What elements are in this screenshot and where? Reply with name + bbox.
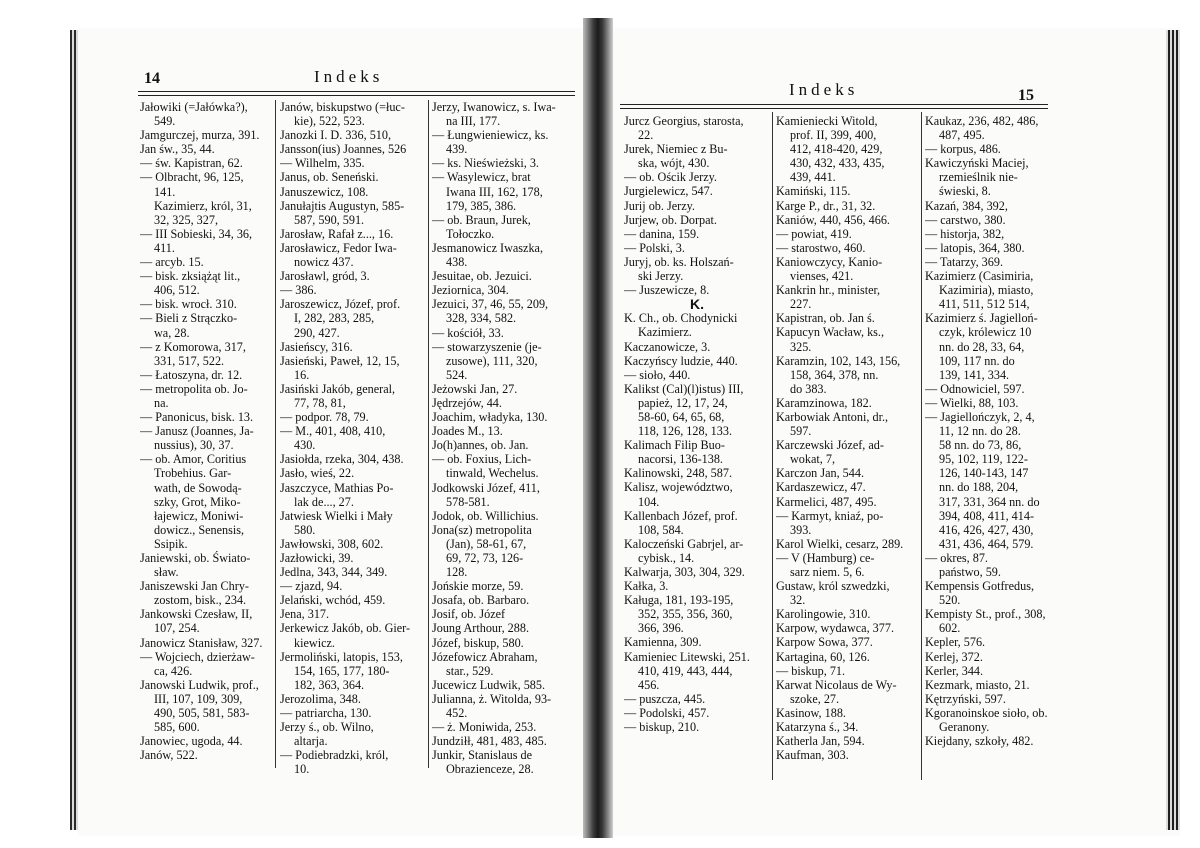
- index-entry-line: — ob. Amor, Coritius: [140, 452, 247, 467]
- index-entry-line: Joachim, władyka, 130.: [432, 410, 548, 425]
- index-entry-line: 410, 419, 443, 444,: [638, 663, 733, 678]
- index-entry-line: nowicz 437.: [294, 255, 354, 270]
- index-entry-line: — danina, 159.: [624, 226, 700, 241]
- index-entry-line: Kardaszewicz, 47.: [776, 480, 866, 495]
- index-entry-line: Kartagina, 60, 126.: [776, 649, 870, 664]
- index-entry-line: Kezmark, miasto, 21.: [925, 677, 1030, 692]
- index-entry-line: Joades M., 13.: [432, 424, 503, 439]
- index-entry-line: Jucewicz Ludwik, 585.: [432, 677, 546, 692]
- index-entry-line: 331, 517, 522.: [154, 353, 225, 368]
- index-entry-line: Iwana III, 162, 178,: [446, 184, 543, 199]
- index-entry-line: Karpow, wydawca, 377.: [776, 621, 895, 636]
- index-entry-line: Jermoliński, latopis, 153,: [280, 649, 403, 664]
- index-entry-line: — III Sobieski, 34, 36,: [140, 226, 253, 241]
- index-entry-line: Kapucyn Wacław, ks.,: [776, 325, 884, 340]
- index-entry-line: Jurek, Niemiec z Bu-: [624, 142, 728, 157]
- index-entry-line: Jona(sz) metropolita: [432, 522, 532, 537]
- index-entry-line: — patriarcha, 130.: [280, 706, 372, 721]
- index-entry-line: Jansson(ius) Joannes, 526: [280, 142, 407, 157]
- index-entry-line: — ob. Foxius, Lich-: [432, 452, 532, 467]
- index-entry-line: — z Komorowa, 317,: [140, 339, 246, 354]
- index-entry-line: Karpow Sowa, 377.: [776, 635, 873, 650]
- index-entry-line: wath, de Sowodą-: [154, 480, 242, 495]
- left-index-column-3: [432, 100, 572, 777]
- index-entry-line: Karczewski Józef, ad-: [776, 438, 884, 453]
- left-header-rule: [138, 91, 575, 96]
- index-entry-line: Jaroszewicz, Józef, prof.: [280, 297, 401, 312]
- index-entry-line: Jelański, wchód, 459.: [280, 593, 386, 608]
- index-entry-line: Jankowski Czesław, II,: [140, 607, 253, 622]
- index-entry-line: — carstwo, 380.: [925, 212, 1006, 227]
- index-entry-line: 328, 334, 582.: [446, 311, 517, 326]
- right-column-divider-1: [772, 112, 773, 780]
- left-index-column-1: [140, 100, 272, 762]
- index-entry-line: — starostwo, 460.: [776, 240, 866, 255]
- index-entry-line: 58-60, 64, 65, 68,: [638, 409, 725, 424]
- index-entry-line: — Juszewicze, 8.: [624, 283, 710, 298]
- index-entry-line: 109, 117 nn. do: [939, 353, 1015, 368]
- index-entry-line: 412, 418-420, 429,: [790, 142, 883, 157]
- index-entry-line: Kaloczeński Gabrjel, ar-: [624, 536, 744, 551]
- index-entry-line: Józefowicz Abraham,: [432, 649, 538, 664]
- index-entry-line: Kalinowski, 248, 587.: [624, 466, 732, 481]
- index-entry-line: — Podolski, 457.: [624, 705, 710, 720]
- index-entry-line: szoke, 27.: [790, 691, 840, 706]
- index-entry-line: 439.: [446, 142, 468, 157]
- index-entry-line: Kaługa, 181, 193-195,: [624, 593, 734, 608]
- index-entry-line: Kaukaz, 236, 482, 486,: [925, 114, 1039, 128]
- index-entry-line: 10.: [294, 762, 310, 777]
- index-entry-line: Janozki I. D. 336, 510,: [280, 128, 392, 143]
- index-entry-line: Karol Wielki, cesarz, 289.: [776, 536, 904, 551]
- index-entry-line: — Łatoszyna, dr. 12.: [140, 367, 243, 382]
- index-entry-line: Kawiczyński Maciej,: [925, 156, 1029, 171]
- index-entry-line: Karmelici, 487, 495.: [776, 494, 877, 509]
- index-entry-line: Kapistran, ob. Jan ś.: [776, 311, 875, 326]
- index-entry-line: — Łungwieniewicz, ks.: [432, 128, 549, 143]
- index-entry-line: — M., 401, 408, 410,: [280, 424, 386, 439]
- index-entry-line: — puszcza, 445.: [624, 691, 706, 706]
- index-entry-line: Jerozolima, 348.: [280, 691, 361, 706]
- index-entry-line: 126, 140-143, 147: [939, 466, 1029, 481]
- index-entry-line: Janułajtis Augustyn, 585-: [280, 198, 405, 213]
- right-index-column-2: [776, 114, 919, 762]
- index-entry-line: 16.: [294, 367, 310, 382]
- index-entry-line: tinwald, Wechelus.: [446, 466, 539, 481]
- index-entry-line: — stowarzyszenie (je-: [432, 339, 542, 354]
- index-entry-line: Jerzy, Iwanowicz, s. Iwa-: [432, 100, 556, 114]
- index-entry-line: Jazłowicki, 39.: [280, 551, 354, 565]
- index-entry-line: Kazimierz.: [638, 325, 692, 340]
- index-entry-line: Geranony.: [939, 720, 990, 735]
- index-entry-line: lak de..., 27.: [294, 494, 354, 509]
- index-entry-line: Gustaw, król szwedzki,: [776, 579, 890, 594]
- index-entry-line: — Podiebradzki, król,: [280, 748, 389, 763]
- index-entry-line: Karczon Jan, 544.: [776, 466, 864, 481]
- right-header-rule: [620, 104, 1048, 109]
- index-entry-line: Kamienna, 309.: [624, 635, 702, 650]
- index-entry-line: — Karmyt, kniaź, po-: [776, 508, 884, 523]
- index-entry-line: — metropolita ob. Jo-: [140, 381, 248, 396]
- index-entry-line: altarja.: [294, 734, 328, 749]
- index-entry-line: — latopis, 364, 380.: [925, 240, 1025, 255]
- index-entry-line: 430.: [294, 438, 316, 453]
- index-entry-line: (Jan), 58-61, 67,: [446, 536, 527, 551]
- index-entry-line: 118, 126, 128, 133.: [638, 424, 733, 439]
- index-entry-line: 431, 436, 464, 579.: [939, 536, 1034, 551]
- index-entry-line: — bisk. wrocł. 310.: [140, 297, 237, 312]
- index-entry-line: 317, 331, 364 nn. do: [939, 494, 1040, 509]
- index-entry-line: 452.: [446, 706, 468, 721]
- index-entry-line: Jatwiesk Wielki i Mały: [280, 508, 393, 523]
- index-entry-line: prof. II, 399, 400,: [790, 128, 877, 143]
- index-entry-line: sław.: [154, 565, 179, 580]
- index-entry-line: Jawłowski, 308, 602.: [280, 536, 384, 551]
- index-entry-line: — Olbracht, 96, 125,: [140, 170, 244, 185]
- index-entry-line: Janowicz Stanisław, 327.: [140, 635, 263, 650]
- index-entry-line: 154, 165, 177, 180-: [294, 663, 390, 678]
- index-entry-line: 430, 432, 433, 435,: [790, 156, 885, 171]
- index-entry-line: nn. do 28, 33, 64,: [939, 339, 1025, 354]
- index-entry-line: 104.: [638, 494, 660, 509]
- index-entry-line: Jeżowski Jan, 27.: [432, 381, 518, 396]
- index-entry-line: papież, 12, 17, 24,: [638, 395, 728, 410]
- index-entry-line: Jamgurczej, murza, 391.: [140, 128, 260, 143]
- index-entry-line: 602.: [939, 621, 961, 636]
- index-entry-line: — zjazd, 94.: [280, 579, 343, 594]
- index-entry-line: — Wojciech, dzierżaw-: [140, 649, 255, 664]
- index-entry-line: star., 529.: [446, 663, 494, 678]
- index-entry-line: rzemieślnik nie-: [939, 170, 1018, 185]
- index-entry-line: 325.: [790, 339, 812, 354]
- index-entry-line: Jezuici, 37, 46, 55, 209,: [432, 297, 549, 312]
- index-entry-line: Karge P., dr., 31, 32.: [776, 198, 876, 213]
- index-entry-line: Junkir, Stanislaus de: [432, 748, 533, 763]
- index-entry-line: — Jagiellończyk, 2, 4,: [925, 409, 1035, 424]
- index-entry-line: kiewicz.: [294, 635, 335, 650]
- index-entry-line: łajewicz, Moniwi-: [154, 508, 244, 523]
- index-entry-line: 411.: [154, 240, 175, 255]
- index-entry-line: — bisk. zksiążąt lit.,: [140, 269, 241, 284]
- index-entry-line: Jerkewicz Jakób, ob. Gier-: [280, 621, 411, 636]
- index-entry-line: Kempisty St., prof., 308,: [925, 607, 1046, 622]
- index-entry-line: na.: [154, 395, 169, 410]
- index-entry-line: Kazimierz (Casimiria,: [925, 269, 1034, 284]
- index-entry-line: Jodok, ob. Willichius.: [432, 508, 539, 523]
- index-entry-line: ska, wójt, 430.: [638, 156, 710, 171]
- index-entry-line: — ob. Braun, Jurek,: [432, 212, 531, 227]
- index-entry-line: — okres, 87.: [925, 550, 988, 565]
- index-entry-line: — Panonicus, bisk. 13.: [140, 410, 254, 425]
- index-entry-line: dowicz., Senensis,: [154, 522, 245, 537]
- index-entry-line: — ż. Moniwida, 253.: [432, 720, 537, 735]
- index-entry-line: — Odnowiciel, 597.: [925, 381, 1025, 396]
- index-entry-line: — sioło, 440.: [624, 367, 691, 382]
- index-entry-line: 524.: [446, 367, 468, 382]
- index-entry-line: zostom, bisk., 234.: [154, 593, 247, 608]
- index-entry-line: III, 107, 109, 309,: [154, 691, 243, 706]
- right-page-edge: [1166, 30, 1180, 830]
- index-entry-line: Jasieńscy, 316.: [280, 339, 353, 354]
- index-entry-line: szky, Grot, Miko-: [154, 494, 241, 509]
- index-entry-line: Jarosław, Rafał z..., 16.: [280, 226, 394, 241]
- index-entry-line: Jeziornica, 304.: [432, 283, 509, 298]
- index-entry-line: Jarosławicz, Fedor Iwa-: [280, 240, 397, 255]
- index-entry-line: Kiejdany, szkoły, 482.: [925, 734, 1034, 749]
- index-entry-line: Janus, ob. Seneński.: [280, 170, 379, 185]
- index-entry-line: państwo, 59.: [939, 565, 1001, 579]
- index-entry-line: Katarzyna ś., 34.: [776, 720, 859, 735]
- index-entry-line: Jan św., 35, 44.: [140, 142, 215, 157]
- index-entry-line: Ssipik.: [154, 536, 188, 551]
- index-entry-line: — biskup, 71.: [776, 663, 846, 678]
- index-entry-line: Kaniowczycy, Kanio-: [776, 254, 883, 269]
- index-entry-line: Jońskie morze, 59.: [432, 579, 524, 594]
- index-entry-line: 69, 72, 73, 126-: [446, 551, 524, 565]
- index-entry-line: Janowiec, ugoda, 44.: [140, 734, 243, 749]
- index-entry-line: 32.: [790, 593, 806, 608]
- index-entry-line: Kaufman, 303.: [776, 748, 849, 763]
- index-entry-line: Janiszewski Jan Chry-: [140, 579, 249, 594]
- index-entry-line: Jaszczyce, Mathias Po-: [280, 480, 394, 495]
- index-entry-line: 439, 441.: [790, 170, 836, 185]
- index-entry-line: 128.: [446, 565, 468, 580]
- index-entry-line: Jedlna, 343, 344, 349.: [280, 565, 388, 580]
- index-entry-line: Kerler, 344.: [925, 663, 984, 678]
- index-entry-line: Karamzin, 102, 143, 156,: [776, 353, 901, 368]
- index-entry-line: Jerzy ś., ob. Wilno,: [280, 720, 374, 735]
- index-entry-line: Jena, 317.: [280, 607, 330, 622]
- index-entry-line: — ks. Nieświeżski, 3.: [432, 156, 539, 171]
- index-entry-line: Jodkowski Józef, 411,: [432, 480, 540, 495]
- index-entry-line: Jundziłł, 481, 483, 485.: [432, 734, 547, 749]
- index-entry-line: 580.: [294, 522, 316, 537]
- index-entry-line: 520.: [939, 593, 961, 608]
- index-entry-line: 587, 590, 591.: [294, 212, 365, 227]
- index-entry-line: Julianna, ż. Witolda, 93-: [432, 691, 552, 706]
- index-entry-line: Jarosławl, gród, 3.: [280, 269, 370, 284]
- index-entry-line: 32, 325, 327,: [154, 212, 218, 227]
- index-entry-line: 11, 12 nn. do 28.: [939, 424, 1021, 439]
- index-entry-line: Kalikst (Cal)(l)istus) III,: [624, 381, 744, 396]
- index-entry-line: — Wasylewicz, brat: [432, 170, 531, 185]
- index-entry-line: świeski, 8.: [939, 184, 991, 199]
- index-entry-line: Jurjew, ob. Dorpat.: [624, 212, 717, 227]
- index-entry-line: — Janusz (Joannes, Ja-: [140, 424, 254, 439]
- index-entry-line: 366, 396.: [638, 621, 684, 636]
- index-entry-line: — powiat, 419.: [776, 226, 852, 241]
- index-entry-line: 141.: [154, 184, 176, 199]
- index-entry-line: — Bieli z Strączko-: [140, 311, 238, 326]
- index-entry-line: czyk, królewicz 10: [939, 325, 1032, 340]
- index-entry-line: Janów, 522.: [140, 748, 198, 763]
- index-entry-line: Jurgielewicz, 547.: [624, 184, 713, 199]
- index-entry-line: vienses, 421.: [790, 269, 854, 284]
- index-entry-line: 108, 584.: [638, 522, 684, 537]
- index-entry-line: — kościół, 33.: [432, 325, 504, 340]
- left-column-divider-1: [275, 100, 276, 768]
- index-entry-line: Karamzinowa, 182.: [776, 395, 872, 410]
- index-entry-line: Josafa, ob. Barbaro.: [432, 593, 530, 608]
- index-entry-line: Kałka, 3.: [624, 579, 669, 594]
- index-entry-line: Janiewski, ob. Świato-: [140, 551, 251, 565]
- index-entry-line: Kętrzyński, 597.: [925, 691, 1006, 706]
- index-entry-line: Kamiński, 115.: [776, 184, 851, 199]
- left-index-column-2: [280, 100, 426, 777]
- index-entry-line: zusowe), 111, 320,: [446, 353, 538, 368]
- index-entry-line: cybisk., 14.: [638, 550, 695, 565]
- index-entry-line: Jałowiki (=Jałówka?),: [140, 100, 248, 114]
- index-entry-line: 107, 254.: [154, 621, 200, 636]
- index-entry-line: Joung Arthour, 288.: [432, 621, 530, 636]
- index-entry-line: nussius), 30, 37.: [154, 438, 234, 453]
- index-entry-line: — Polski, 3.: [624, 240, 685, 255]
- index-entry-line: Józef, biskup, 580.: [432, 635, 524, 650]
- index-entry-line: Kaczyńscy ludzie, 440.: [624, 353, 738, 368]
- index-entry-line: Karolingowie, 310.: [776, 607, 871, 622]
- index-entry-line: 578-581.: [446, 494, 490, 509]
- index-entry-line: — Wilhelm, 335.: [280, 156, 365, 171]
- index-entry-line: wokat, 7,: [790, 452, 836, 467]
- index-entry-line: 487, 495.: [939, 128, 985, 143]
- index-entry-line: 597.: [790, 424, 812, 439]
- index-entry-line: — ob. Ościk Jerzy.: [624, 170, 717, 185]
- index-entry-line: Janowski Ludwik, prof.,: [140, 677, 259, 692]
- index-entry-line: — podpor. 78, 79.: [280, 410, 369, 425]
- index-entry-line: Jesmanowicz Iwaszka,: [432, 240, 543, 255]
- index-entry-line: — Wielki, 88, 103.: [925, 395, 1019, 410]
- index-entry-line: Kalisz, województwo,: [624, 480, 733, 495]
- index-entry-line: 393.: [790, 522, 812, 537]
- index-entry-line: — korpus, 486.: [925, 142, 1001, 157]
- index-entry-line: — biskup, 210.: [624, 720, 700, 735]
- index-entry-line: Josif, ob. Józef: [432, 607, 506, 622]
- index-entry-line: Kamieniecki Witold,: [776, 114, 878, 128]
- index-entry-line: Kerlej, 372.: [925, 649, 983, 664]
- index-entry-line: Kalimach Filip Buo-: [624, 438, 725, 453]
- index-entry-line: 290, 427.: [294, 325, 340, 340]
- index-entry-line: Kazań, 384, 392,: [925, 198, 1008, 213]
- index-entry-line: K.: [690, 297, 704, 312]
- index-entry-line: — historja, 382,: [925, 226, 1005, 241]
- index-entry-line: Kaniów, 440, 456, 466.: [776, 212, 890, 227]
- index-entry-line: Jurij ob. Jerzy.: [624, 198, 695, 213]
- index-entry-line: 182, 363, 364.: [294, 677, 365, 692]
- index-entry-line: Jasiołda, rzeka, 304, 438.: [280, 452, 404, 467]
- index-entry-line: 227.: [790, 297, 812, 312]
- index-entry-line: Kallenbach Józef, prof.: [624, 508, 738, 523]
- left-column-divider-2: [428, 100, 429, 768]
- index-entry-line: 585, 600.: [154, 720, 200, 735]
- index-entry-line: — V (Hamburg) ce-: [776, 550, 875, 565]
- index-entry-line: Karwat Nicolaus de Wy-: [776, 677, 897, 692]
- book-gutter: [583, 18, 613, 838]
- right-page-header: Indeks: [789, 80, 859, 99]
- index-entry-line: 158, 364, 378, nn.: [790, 367, 879, 382]
- index-entry-line: Kamieniec Litewski, 251.: [624, 649, 750, 664]
- index-entry-line: 22.: [638, 128, 654, 143]
- index-entry-line: nacorsi, 136-138.: [638, 452, 723, 467]
- index-entry-line: I, 282, 283, 285,: [294, 311, 375, 326]
- index-entry-line: Jo(h)annes, ob. Jan.: [432, 438, 529, 453]
- index-entry-line: 179, 385, 386.: [446, 198, 517, 213]
- index-entry-line: kie), 522, 523.: [294, 114, 365, 129]
- index-entry-line: Katherla Jan, 594.: [776, 734, 865, 749]
- index-entry-line: Obrazienceze, 28.: [446, 762, 534, 777]
- index-entry-line: 139, 141, 334.: [939, 367, 1010, 382]
- index-entry-line: 411, 511, 512 514,: [939, 297, 1030, 312]
- index-entry-line: 490, 505, 581, 583-: [154, 706, 250, 721]
- index-entry-line: — 386.: [280, 283, 317, 298]
- index-entry-line: Tołoczko.: [446, 226, 495, 241]
- index-entry-line: 416, 426, 427, 430,: [939, 522, 1034, 537]
- index-entry-line: 549.: [154, 114, 176, 129]
- index-entry-line: — św. Kapistran, 62.: [140, 156, 243, 171]
- right-column-divider-2: [921, 112, 922, 780]
- right-index-column-1: [624, 114, 770, 734]
- index-entry-line: Juryj, ob. ks. Holszań-: [624, 254, 734, 269]
- index-entry-line: Kasinow, 188.: [776, 705, 846, 720]
- right-page-number: 15: [1018, 87, 1034, 104]
- index-entry-line: Karbowiak Antoni, dr.,: [776, 409, 889, 424]
- index-entry-line: 77, 78, 81,: [294, 395, 346, 410]
- index-entry-line: ski Jerzy.: [638, 269, 684, 284]
- index-entry-line: nn. do 188, 204,: [939, 480, 1019, 495]
- index-entry-line: Jasło, wieś, 22.: [280, 466, 355, 481]
- index-entry-line: 406, 512.: [154, 283, 200, 298]
- index-entry-line: Jędrzejów, 44.: [432, 395, 502, 410]
- index-entry-line: wa, 28.: [154, 325, 190, 340]
- index-entry-line: Kalwarja, 303, 304, 329.: [624, 565, 745, 579]
- index-entry-line: sarz niem. 5, 6.: [790, 565, 865, 579]
- index-entry-line: Kempensis Gotfredus,: [925, 579, 1034, 594]
- index-entry-line: 352, 355, 356, 360,: [638, 607, 733, 622]
- index-entry-line: Kazimierz ś. Jagielloń-: [925, 311, 1038, 326]
- index-entry-line: Jasieński, Paweł, 12, 15,: [280, 353, 400, 368]
- index-entry-line: K. Ch., ob. Chodynicki: [624, 311, 738, 326]
- index-entry-line: — Tatarzy, 369.: [925, 254, 1004, 269]
- index-entry-line: — arcyb. 15.: [140, 255, 204, 270]
- left-page-header: Indeks: [314, 67, 384, 86]
- index-entry-line: Kazimierz, król, 31,: [154, 198, 252, 213]
- index-entry-line: Kgoranoinskoe sioło, ob.: [925, 705, 1048, 720]
- index-entry-line: Jurcz Georgius, starosta,: [624, 114, 744, 128]
- index-entry-line: Januszewicz, 108.: [280, 184, 369, 199]
- index-entry-line: 438.: [446, 255, 468, 270]
- index-entry-line: Kepler, 576.: [925, 635, 986, 650]
- index-entry-line: 394, 408, 411, 414-: [939, 508, 1035, 523]
- index-entry-line: 95, 102, 119, 122-: [939, 452, 1028, 467]
- index-entry-line: 456.: [638, 677, 660, 692]
- index-entry-line: 58 nn. do 73, 86,: [939, 438, 1022, 453]
- index-entry-line: Kankrin hr., minister,: [776, 283, 881, 298]
- index-entry-line: Janów, biskupstwo (=łuc-: [280, 100, 405, 114]
- right-index-column-3: [925, 114, 1050, 748]
- index-entry-line: do 383.: [790, 381, 827, 396]
- left-page-number: 14: [144, 70, 160, 87]
- index-entry-line: Kazimiria), miasto,: [939, 283, 1034, 298]
- index-entry-line: Trobehius. Gar-: [154, 466, 232, 481]
- index-entry-line: Jasiński Jakób, general,: [280, 381, 396, 396]
- index-entry-line: Kaczanowicze, 3.: [624, 339, 711, 354]
- index-entry-line: ca, 426.: [154, 663, 193, 678]
- index-entry-line: Jesuitae, ob. Jezuici.: [432, 269, 532, 284]
- index-entry-line: na III, 177.: [446, 114, 501, 129]
